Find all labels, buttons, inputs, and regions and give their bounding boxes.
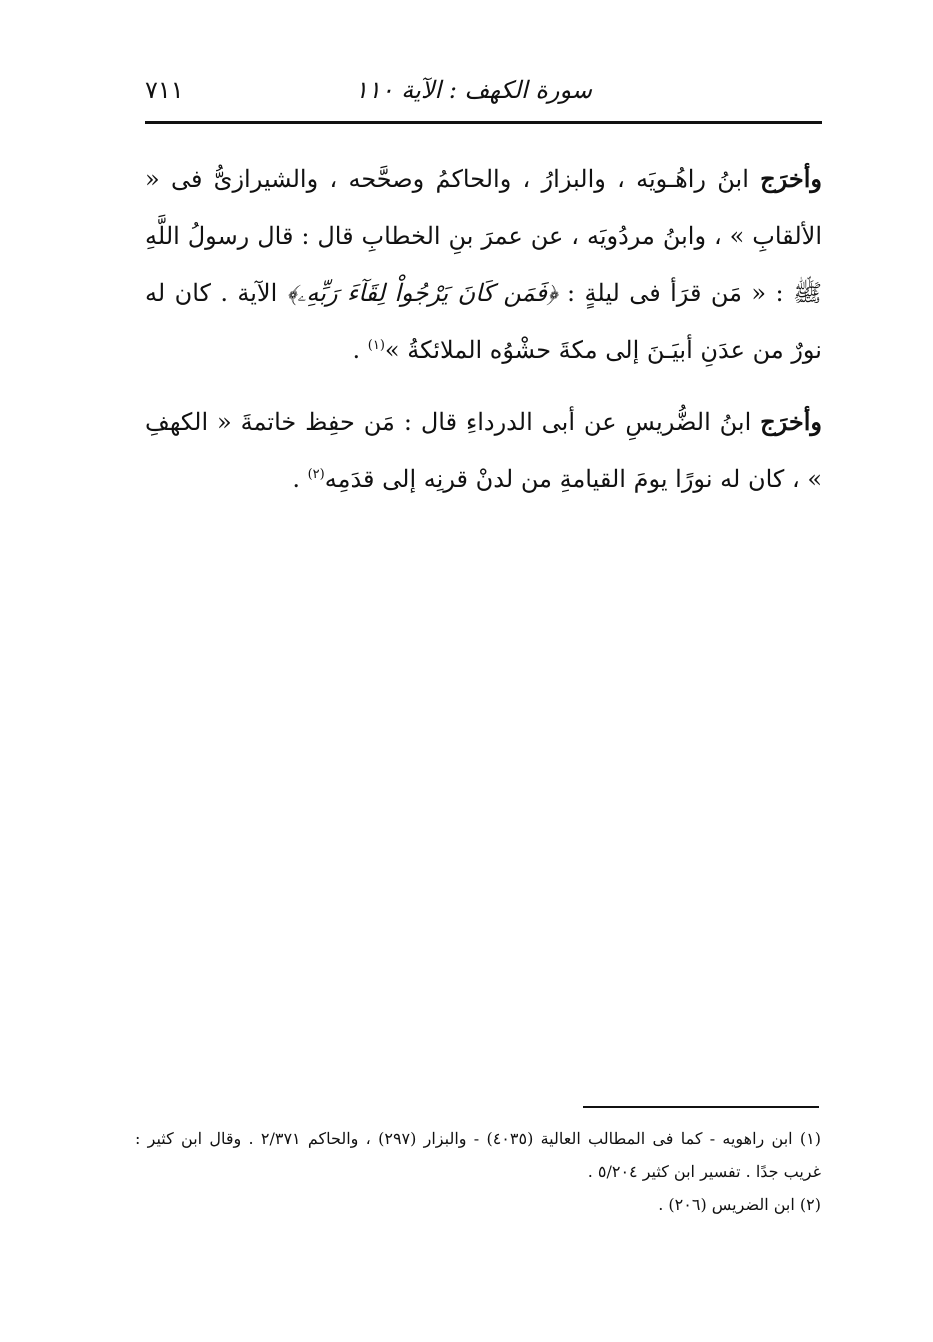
paragraph-end: . bbox=[292, 465, 308, 493]
footnote-reference[interactable]: (١) bbox=[367, 338, 385, 353]
page-number: ٧١١ bbox=[145, 76, 184, 104]
paragraph-lead-word: وأخرَج bbox=[760, 164, 822, 193]
running-title: سورة الكهف : الآية ١١٠ bbox=[355, 76, 592, 104]
paragraph-end: . bbox=[352, 336, 368, 364]
paragraph-text: الآية . كان له نورٌ من عدَنِ أبيَـنَ إلى مكةَ حشْوُه الملائكةُ » bbox=[145, 279, 822, 364]
header-rule bbox=[145, 121, 822, 124]
footnote-separator bbox=[583, 1106, 819, 1108]
footnote-1: (١) ابن راهويه - كما فى المطالب العالية (٤٠٣٥) - والبزار (٢٩٧) ، والحاكم ٢/٣٧١ . وقال ابن كثير : غريب جدًا . تفسير ابن كثير ٥/٢٠٤ . bbox=[135, 1129, 821, 1181]
footnote-2: (٢) ابن الضريس (٢٠٦) . bbox=[658, 1195, 821, 1214]
paragraph-1 bbox=[145, 150, 822, 379]
paragraph-text: ابنُ الضُّريسِ عن أبى الدرداءِ قال : مَن حفِظ خاتمةَ « الكهفِ » ، كان له نورًا يومَ القيامةِ من لدنْ قرنِه إلى قدَمِه bbox=[145, 408, 822, 493]
footnotes bbox=[135, 1122, 821, 1221]
paragraph-lead-word: وأخرَج bbox=[760, 407, 822, 436]
page-header bbox=[145, 72, 822, 122]
main-text bbox=[145, 150, 822, 522]
paragraph-text: ابنُ راهُـويَه ، والبزارُ ، والحاكمُ وصحَّحه ، والشيرازىُّ فى « الألقابِ » ، وابنُ مردُويَه ، عن عمرَ بنِ الخطابِ قال : قال رسولُ اللَّهِ ﷺ : « مَن قرَأ فى ليلةٍ : bbox=[145, 165, 822, 307]
quran-quote: ﴿فَمَن كَانَ يَرْجُواْ لِقَآءَ رَبِّهِۦ﴾ bbox=[286, 279, 558, 307]
footnote-reference[interactable]: (٢) bbox=[307, 467, 325, 482]
paragraph-2 bbox=[145, 393, 822, 508]
